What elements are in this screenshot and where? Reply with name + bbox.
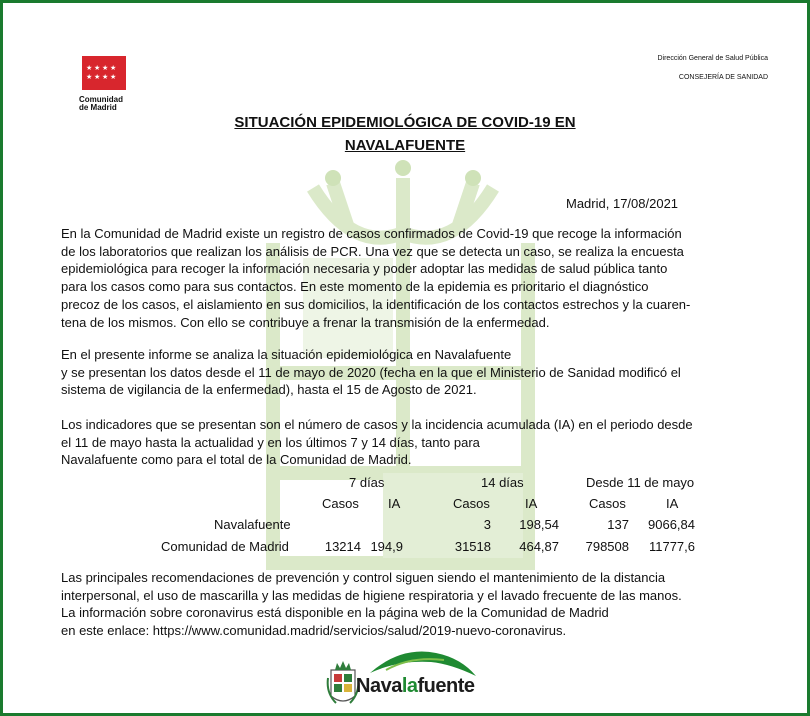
subheader-ia: IA (388, 496, 401, 511)
paragraph-indicadores (61, 416, 693, 469)
table-cell: 137 (607, 517, 629, 532)
text-line: Navalafuente como para el total de la Comunidad de Madrid. (61, 452, 412, 468)
table-cell: 194,9 (370, 539, 403, 554)
subheader-casos: Casos (589, 496, 626, 511)
text-line: para los casos como para sus contactos. En este momento de la epidemia es prioritario el diagnóstico (61, 279, 649, 295)
row-label: Comunidad de Madrid (161, 539, 289, 554)
text-line: sistema de vigilancia de la enfermedad), hasta el 15 de Agosto de 2021. (61, 382, 477, 398)
table-cell: 13214 (324, 539, 361, 554)
direccion-general-label: Dirección General de Salud Pública (657, 55, 768, 62)
subheader-ia: IA (525, 496, 538, 511)
table-cell: 798508 (585, 539, 629, 554)
logo-line1: Comunidad (79, 95, 123, 104)
row-label: Navalafuente (214, 517, 291, 532)
period-header-14d: 14 días (481, 475, 524, 490)
text-line: En el presente informe se analiza la situación epidemiológica en Navalafuente (61, 347, 512, 362)
brand-suffix: fuente (417, 675, 475, 697)
paragraph-registro (61, 225, 690, 331)
report-date: Madrid, 17/08/2021 (566, 196, 679, 211)
logo-line2: de Madrid (79, 103, 117, 112)
document-title-line1: SITUACIÓN EPIDEMIOLÓGICA DE COVID-19 EN (234, 114, 576, 131)
document-title-line2: NAVALAFUENTE (344, 137, 466, 154)
shield-icon (328, 661, 359, 703)
brand-mid: la (401, 675, 418, 697)
paragraph-recomendaciones (61, 569, 682, 640)
navalafuente-wordmark (356, 675, 475, 698)
text-line: el 11 de mayo hasta la actualidad y en los últimos 7 y 14 días, tanto para (61, 434, 480, 450)
table-cell: 464,87 (519, 539, 559, 554)
text-line: en este enlace: https://www.comunidad.madrid/servicios/salud/2019-nuevo-coronavirus. (61, 623, 567, 639)
subheader-casos: Casos (453, 496, 490, 511)
text-line: La información sobre coronavirus está disponible en la página web de la Comunidad de Madrid (61, 605, 609, 621)
logo-label (79, 96, 139, 112)
comunidad-madrid-logo: ★ ★ ★ ★ ★ ★ ★ ★ (82, 56, 126, 90)
text-line: Las principales recomendaciones de prevención y control siguen siendo el mantenimiento de la distancia (61, 570, 666, 585)
period-header-since-may: Desde 11 de mayo (586, 475, 695, 490)
text-line: En la Comunidad de Madrid existe un registro de casos confirmados de Covid-19 que recoge la información (61, 226, 682, 241)
paragraph-informe (61, 346, 681, 399)
text-line: Los indicadores que se presentan son el número de casos y la incidencia acumulada (IA) en el periodo desde (61, 417, 693, 432)
period-header-7d: 7 días (349, 475, 385, 490)
subheader-casos: Casos (322, 496, 359, 511)
text-line: precoz de los casos, el aislamiento en sus domicilios, la identificación de los contactos estrechos y la cuaren- (61, 296, 691, 312)
text-line: interpersonal, el uso de mascarilla y las medidas de higiene respiratoria y el lavado frecuente de las manos. (61, 587, 682, 603)
text-line: de los laboratorios que realizan los análisis de PCR. Una vez que se detecta un caso, se realiza la encuesta (61, 243, 684, 259)
table-cell: 9066,84 (648, 517, 695, 532)
table-cell: 198,54 (519, 517, 559, 532)
text-line: epidemiológica para recoger la información necesaria y poder adoptar las medidas de salud pública tanto (61, 261, 668, 277)
subheader-ia: IA (666, 496, 679, 511)
text-line: y se presentan los datos desde el 11 de mayo de 2020 (fecha en la que el Ministerio de Sanidad modificó el (61, 364, 681, 380)
brand-prefix: Nava (356, 675, 402, 697)
text-line: tena de los mismos. Con ello se contribuye a frenar la transmisión de la enfermedad. (61, 314, 550, 330)
consejeria-label: CONSEJERÍA DE SANIDAD (678, 74, 768, 81)
table-cell: 31518 (454, 539, 491, 554)
table-cell: 3 (483, 517, 491, 532)
table-cell: 11777,6 (648, 539, 695, 554)
